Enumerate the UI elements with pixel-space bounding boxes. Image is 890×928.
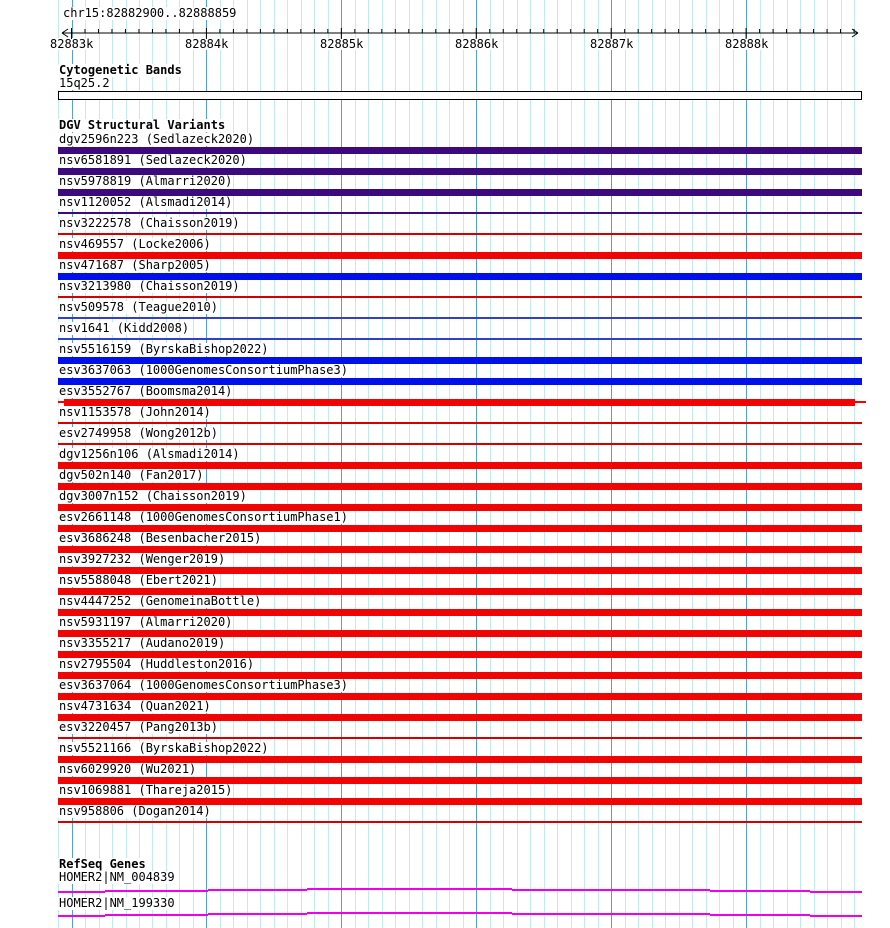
dgv-variant-row xyxy=(0,595,890,616)
ruler-tick-label: 82884k xyxy=(185,37,229,51)
gene-structure-line[interactable] xyxy=(710,890,810,892)
gene-structure-line[interactable] xyxy=(810,915,862,917)
variant-label[interactable]: nsv1641 (Kidd2008) xyxy=(59,321,190,335)
variant-label[interactable]: nsv5588048 (Ebert2021) xyxy=(59,573,218,587)
gene-structure-line[interactable] xyxy=(512,889,710,891)
dgv-variant-row xyxy=(0,427,890,448)
gene-structure-line[interactable] xyxy=(58,915,105,917)
dgv-variant-row xyxy=(0,721,890,742)
gene-structure-line[interactable] xyxy=(810,891,862,893)
dgv-variant-row xyxy=(0,700,890,721)
dgv-variant-row xyxy=(0,448,890,469)
variant-label[interactable]: nsv6029920 (Wu2021) xyxy=(59,762,197,776)
ruler-tick-label: 82887k xyxy=(590,37,634,51)
gene-structure-line[interactable] xyxy=(710,914,810,916)
variant-label[interactable]: nsv3927232 (Wenger2019) xyxy=(59,552,226,566)
variant-bar[interactable] xyxy=(58,233,862,235)
variant-label[interactable]: nsv469557 (Locke2006) xyxy=(59,237,211,251)
variant-bar[interactable] xyxy=(58,443,862,445)
dgv-variant-row xyxy=(0,742,890,763)
dgv-variant-row xyxy=(0,679,890,700)
variant-bar[interactable] xyxy=(58,212,862,214)
gene-label[interactable]: HOMER2|NM_004839 xyxy=(59,870,175,884)
gene-label[interactable]: HOMER2|NM_199330 xyxy=(59,896,175,910)
cytogenetic-band-bar[interactable] xyxy=(58,91,862,100)
ruler-mark xyxy=(62,29,68,33)
dgv-variant-row xyxy=(0,616,890,637)
variant-bar[interactable] xyxy=(58,317,862,319)
dgv-variant-row xyxy=(0,175,890,196)
variant-bar[interactable] xyxy=(58,737,862,739)
gene-structure-line[interactable] xyxy=(307,912,512,914)
variant-label[interactable]: nsv5931197 (Almarri2020) xyxy=(59,615,233,629)
variant-label[interactable]: nsv471687 (Sharp2005) xyxy=(59,258,211,272)
variant-label[interactable]: esv3220457 (Pang2013b) xyxy=(59,720,218,734)
dgv-variant-row xyxy=(0,280,890,301)
variant-label[interactable]: nsv4731634 (Quan2021) xyxy=(59,699,211,713)
variant-label[interactable]: esv2749958 (Wong2012b) xyxy=(59,426,218,440)
variant-label[interactable]: dgv2596n223 (Sedlazeck2020) xyxy=(59,132,255,146)
dgv-variant-row xyxy=(0,322,890,343)
variant-label[interactable]: nsv1153578 (John2014) xyxy=(59,405,211,419)
variant-label[interactable]: esv3552767 (Boomsma2014) xyxy=(59,384,233,398)
dgv-variant-row xyxy=(0,763,890,784)
variant-label[interactable]: nsv3355217 (Audano2019) xyxy=(59,636,226,650)
variant-bar[interactable] xyxy=(58,338,862,340)
variant-bar[interactable] xyxy=(58,296,862,298)
dgv-variant-row xyxy=(0,343,890,364)
variant-label[interactable]: nsv5521166 (ByrskaBishop2022) xyxy=(59,741,269,755)
refseq-section-title: RefSeq Genes xyxy=(59,857,146,871)
ruler-tick-label: 82885k xyxy=(320,37,364,51)
gene-structure-line[interactable] xyxy=(105,890,208,892)
variant-label[interactable]: dgv3007n152 (Chaisson2019) xyxy=(59,489,247,503)
region-position-label: chr15:82882900..82888859 xyxy=(63,6,237,20)
variant-label[interactable]: nsv4447252 (GenomeinaBottle) xyxy=(59,594,262,608)
variant-label[interactable]: esv3637064 (1000GenomesConsortiumPhase3) xyxy=(59,678,348,692)
dgv-variant-row xyxy=(0,658,890,679)
variant-label[interactable]: nsv5516159 (ByrskaBishop2022) xyxy=(59,342,269,356)
dgv-variant-row xyxy=(0,574,890,595)
dgv-variant-row xyxy=(0,406,890,427)
variant-label[interactable]: esv3637063 (1000GenomesConsortiumPhase3) xyxy=(59,363,348,377)
dgv-variant-row xyxy=(0,784,890,805)
dgv-variant-row xyxy=(0,490,890,511)
gene-structure-line[interactable] xyxy=(208,913,307,915)
dgv-variant-row xyxy=(0,259,890,280)
variant-label[interactable]: nsv5978819 (Almarri2020) xyxy=(59,174,233,188)
gene-structure-line[interactable] xyxy=(58,891,105,893)
dgv-variant-row xyxy=(0,511,890,532)
variant-label[interactable]: esv2661148 (1000GenomesConsortiumPhase1) xyxy=(59,510,348,524)
variant-label[interactable]: nsv1120052 (Alsmadi2014) xyxy=(59,195,233,209)
dgv-variant-row xyxy=(0,133,890,154)
dgv-section-title: DGV Structural Variants xyxy=(59,118,226,132)
ruler-tick-label: 82883k xyxy=(50,37,94,51)
ruler-tick-label: 82888k xyxy=(725,37,769,51)
dgv-variant-row xyxy=(0,532,890,553)
variant-label[interactable]: esv3686248 (Besenbacher2015) xyxy=(59,531,262,545)
dgv-variant-row xyxy=(0,385,890,406)
variant-bar[interactable] xyxy=(58,821,862,823)
dgv-variant-row xyxy=(0,553,890,574)
variant-label[interactable]: nsv3213980 (Chaisson2019) xyxy=(59,279,240,293)
ruler-tick-label: 82886k xyxy=(455,37,499,51)
gene-structure-line[interactable] xyxy=(307,888,512,890)
ruler-mark xyxy=(62,33,68,37)
variant-label[interactable]: nsv1069881 (Thareja2015) xyxy=(59,783,233,797)
variant-bar[interactable] xyxy=(855,401,866,403)
variant-label[interactable]: nsv958806 (Dogan2014) xyxy=(59,804,211,818)
dgv-variant-row xyxy=(0,217,890,238)
dgv-variant-row xyxy=(0,469,890,490)
variant-label[interactable]: dgv1256n106 (Alsmadi2014) xyxy=(59,447,240,461)
cytogenetic-band-label: 15q25.2 xyxy=(59,76,110,90)
coordinate-ruler xyxy=(0,0,890,55)
dgv-variant-row xyxy=(0,364,890,385)
dgv-variant-row xyxy=(0,154,890,175)
variant-label[interactable]: nsv2795504 (Huddleston2016) xyxy=(59,657,255,671)
cytogenetic-section-title: Cytogenetic Bands xyxy=(59,63,182,77)
dgv-variant-row xyxy=(0,238,890,259)
variant-label[interactable]: dgv502n140 (Fan2017) xyxy=(59,468,204,482)
dgv-variant-row xyxy=(0,805,890,826)
gene-structure-line[interactable] xyxy=(105,914,208,916)
gene-structure-line[interactable] xyxy=(512,913,710,915)
variant-label[interactable]: nsv3222578 (Chaisson2019) xyxy=(59,216,240,230)
dgv-variant-row xyxy=(0,637,890,658)
dgv-variant-row xyxy=(0,301,890,322)
variant-label[interactable]: nsv509578 (Teague2010) xyxy=(59,300,218,314)
gene-structure-line[interactable] xyxy=(208,889,307,891)
dgv-variant-row xyxy=(0,196,890,217)
ruler-mark xyxy=(852,29,858,33)
ruler-mark xyxy=(852,33,858,37)
variant-bar[interactable] xyxy=(58,422,862,424)
variant-label[interactable]: nsv6581891 (Sedlazeck2020) xyxy=(59,153,247,167)
